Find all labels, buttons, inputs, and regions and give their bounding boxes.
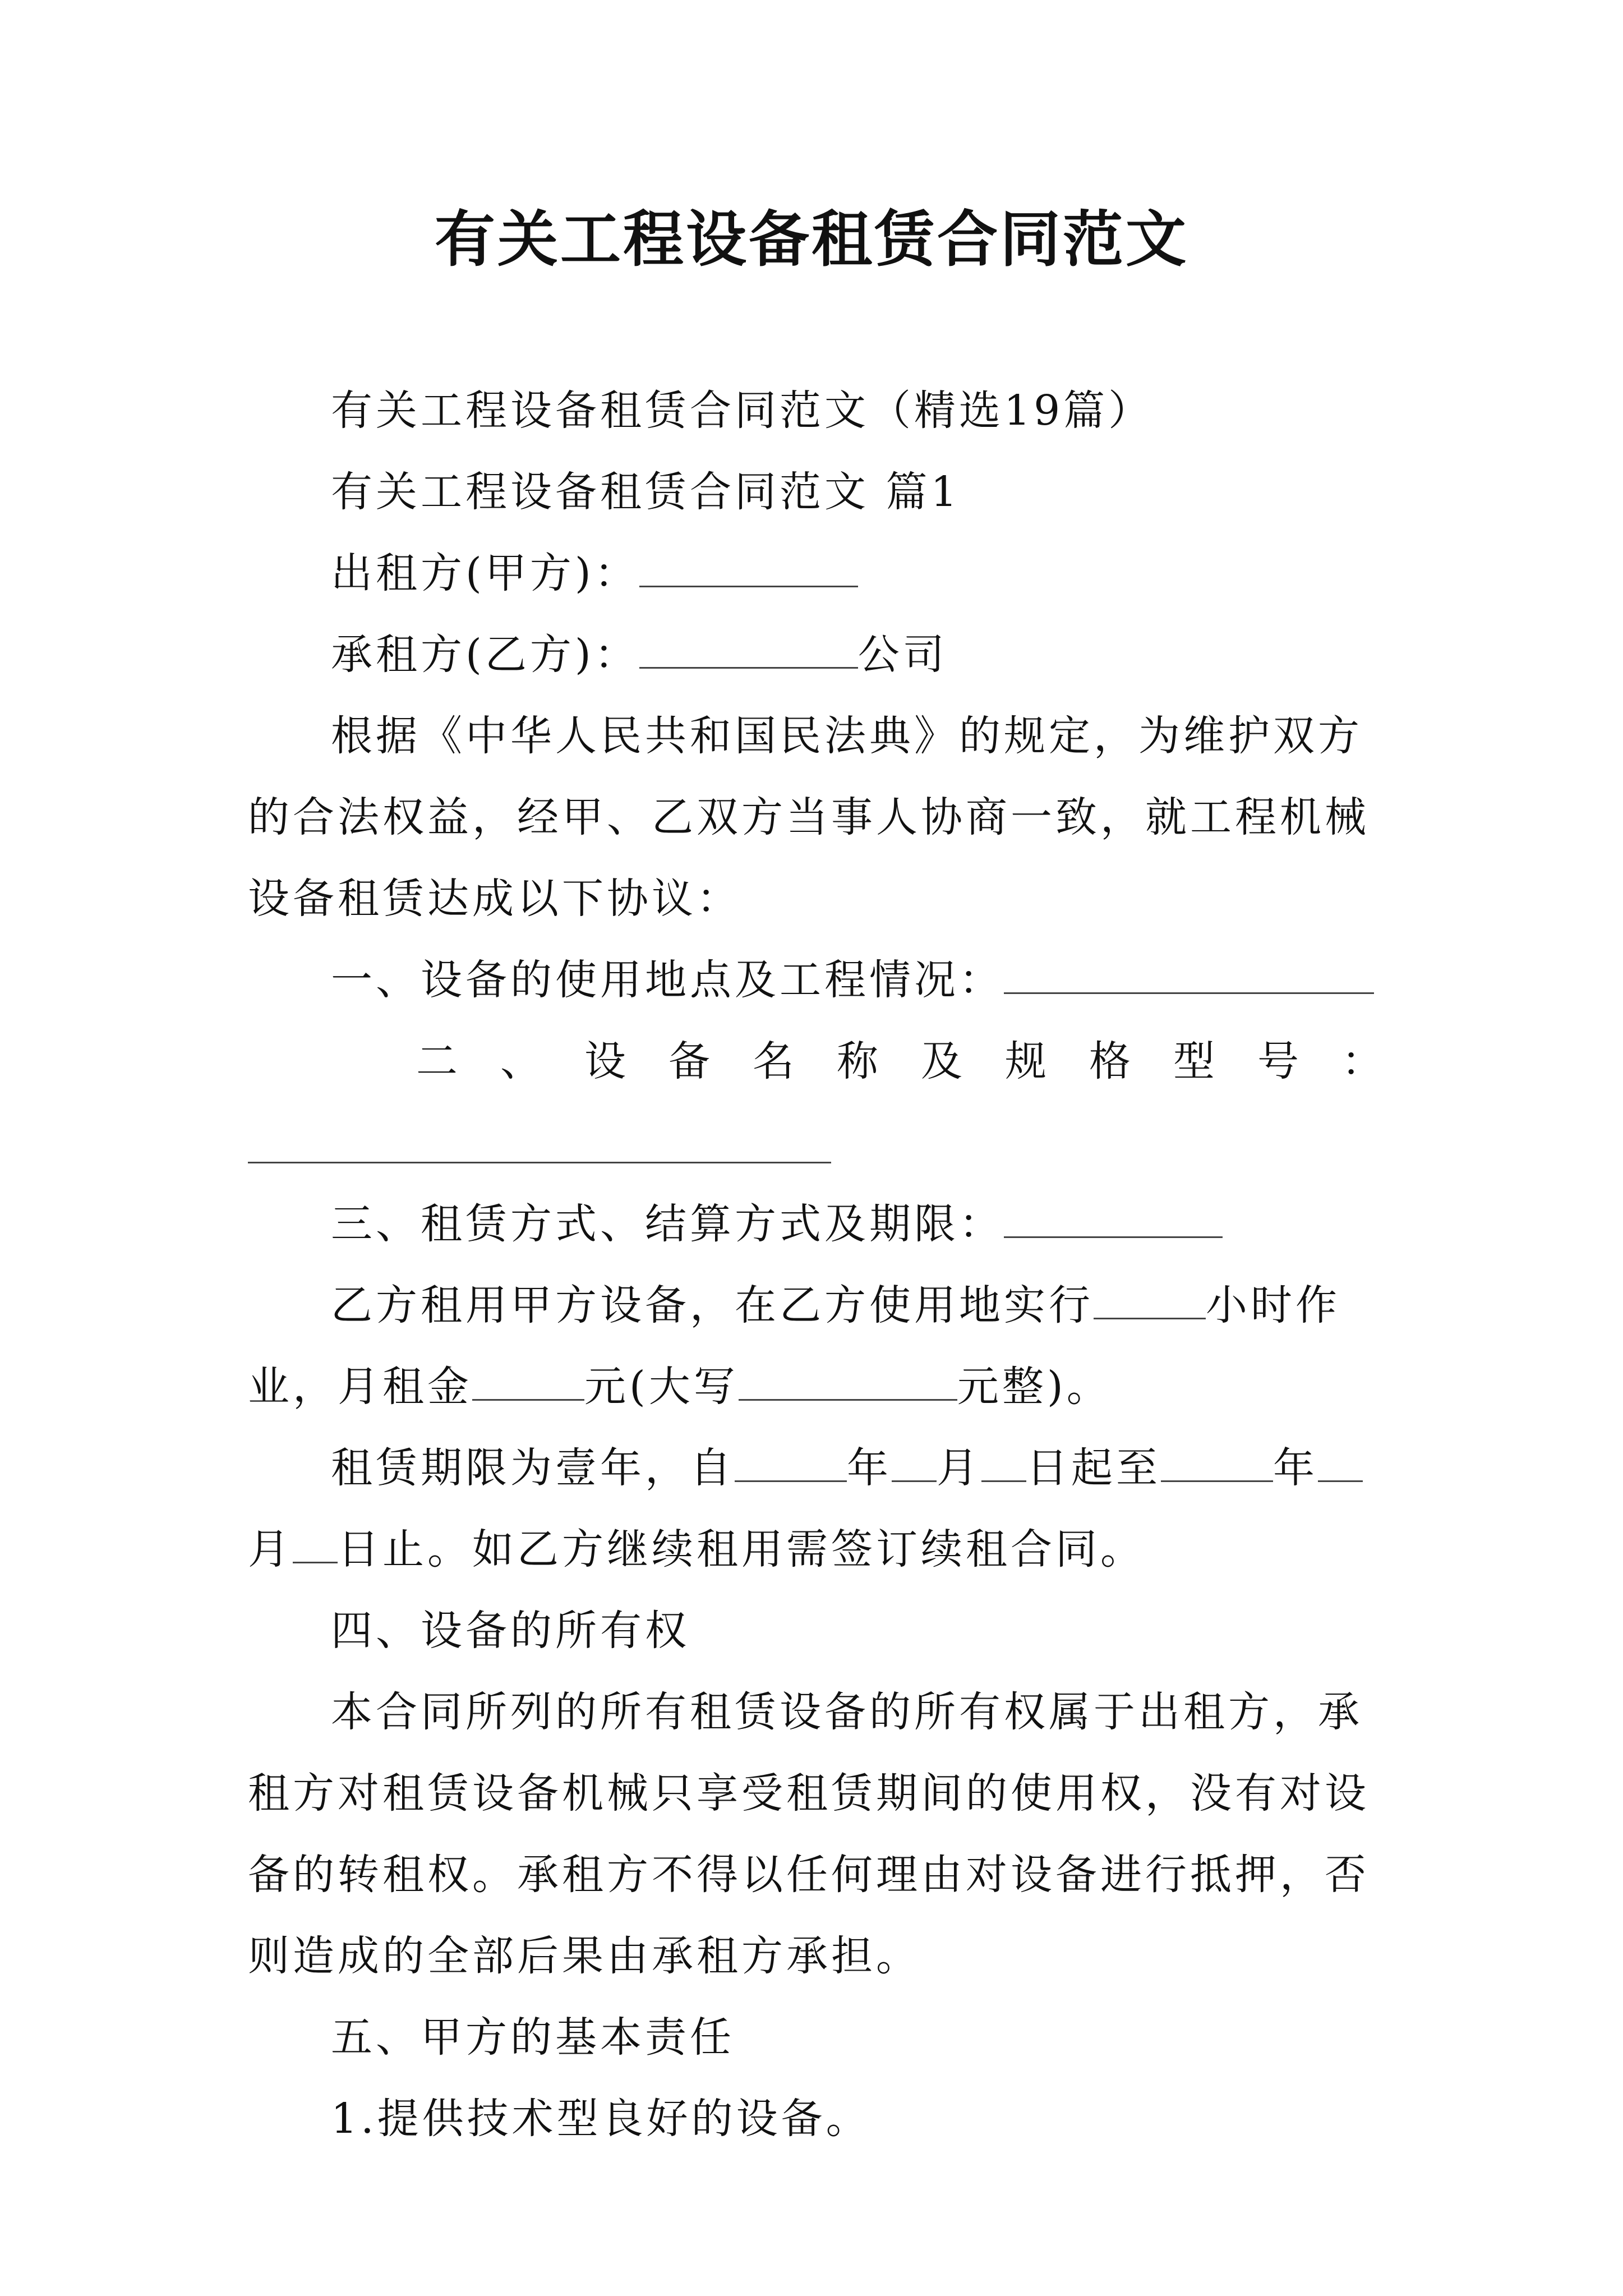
lease-text: 元(大写 bbox=[584, 1363, 739, 1411]
lease-text: 小时作业，月租金 bbox=[248, 1281, 1340, 1411]
clause-3-blank bbox=[1004, 1199, 1223, 1238]
lease-text: 乙方租用甲方设备，在乙方使用地实行 bbox=[331, 1281, 1094, 1329]
item-1: 1.提供技术型良好的设备。 bbox=[331, 2095, 871, 2143]
clause-2-blank bbox=[248, 1125, 831, 1163]
lessor-label: 出租方(甲方)： bbox=[331, 549, 639, 597]
term-text: 租赁期限为壹年，自 bbox=[331, 1444, 735, 1492]
clause-1-blank bbox=[1004, 955, 1374, 994]
clause-2-blank-line bbox=[248, 1102, 1398, 1184]
clause-2 bbox=[248, 1021, 1398, 1102]
clause-5: 五、甲方的基本责任 bbox=[331, 2013, 735, 2062]
term-text: 日止。如乙方继续租用需签订续租合同。 bbox=[338, 1525, 1145, 1573]
clause-2-char: 二 bbox=[416, 1037, 461, 1085]
clause-2-char: 规 bbox=[1005, 1037, 1050, 1085]
clause-2-char: 型 bbox=[1173, 1037, 1218, 1085]
end-year-blank bbox=[1161, 1443, 1273, 1482]
lease-text: 元整)。 bbox=[957, 1363, 1112, 1411]
subtitle: 有关工程设备租赁合同范文（精选19篇） bbox=[331, 386, 1154, 435]
end-month-blank bbox=[1318, 1443, 1363, 1482]
lessee-blank bbox=[639, 630, 858, 669]
term-paragraph bbox=[248, 1428, 1398, 1590]
clause-2-char: 号 bbox=[1257, 1037, 1302, 1085]
term-text: 日起至 bbox=[1026, 1444, 1161, 1492]
clause-2-char: 格 bbox=[1089, 1037, 1134, 1085]
end-day-blank bbox=[293, 1525, 338, 1563]
term-text: 月 bbox=[248, 1525, 293, 1573]
term-text: 年 bbox=[1273, 1444, 1318, 1492]
clause-1 bbox=[248, 940, 1398, 1021]
lessor-blank bbox=[639, 549, 858, 587]
term-text: 年 bbox=[847, 1444, 892, 1492]
clause-4: 四、设备的所有权 bbox=[331, 1607, 690, 1655]
start-month-blank bbox=[892, 1443, 937, 1482]
hours-blank bbox=[1094, 1281, 1206, 1319]
term-text: 月 bbox=[937, 1444, 981, 1492]
clause-2-char: 名 bbox=[753, 1037, 797, 1085]
lessor-line bbox=[248, 533, 1398, 614]
intro-paragraph: 根据《中华人民共和国民法典》的规定，为维护双方的合法权益，经甲、乙双方当事人协商一致，就工程机械设备租赁达成以下协议： bbox=[248, 712, 1370, 923]
clause-2-char: 、 bbox=[500, 1037, 545, 1085]
lease-paragraph bbox=[248, 1265, 1398, 1428]
document-title: 有关工程设备租赁合同范文 bbox=[434, 204, 1188, 275]
clause-2-char: ： bbox=[1341, 1037, 1386, 1085]
rent-capital-blank bbox=[739, 1362, 957, 1401]
start-year-blank bbox=[735, 1443, 847, 1482]
document-body bbox=[248, 370, 1398, 2160]
clause-2-char: 设 bbox=[584, 1037, 629, 1085]
clause-1-text: 一、设备的使用地点及工程情况： bbox=[331, 956, 1004, 1004]
clause-2-char: 及 bbox=[921, 1037, 966, 1085]
clause-3 bbox=[248, 1184, 1398, 1265]
lessee-suffix: 公司 bbox=[857, 631, 948, 679]
ownership-paragraph: 本合同所列的所有租赁设备的所有权属于出租方，承租方对租赁设备机械只享受租赁期间的使用权，没有对设备的转租权。承租方不得以任何理由对设备进行抵押，否则造成的全部后果由承租方承担。 bbox=[248, 1688, 1370, 1980]
clause-2-char: 称 bbox=[837, 1037, 882, 1085]
start-day-blank bbox=[981, 1443, 1026, 1482]
lessee-label: 承租方(乙方)： bbox=[331, 631, 639, 679]
section-heading: 有关工程设备租赁合同范文 篇1 bbox=[331, 468, 961, 516]
rent-blank bbox=[472, 1362, 584, 1401]
clause-3-text: 三、租赁方式、结算方式及期限： bbox=[331, 1200, 1004, 1248]
lessee-line bbox=[248, 614, 1398, 696]
clause-2-char: 备 bbox=[668, 1037, 713, 1085]
